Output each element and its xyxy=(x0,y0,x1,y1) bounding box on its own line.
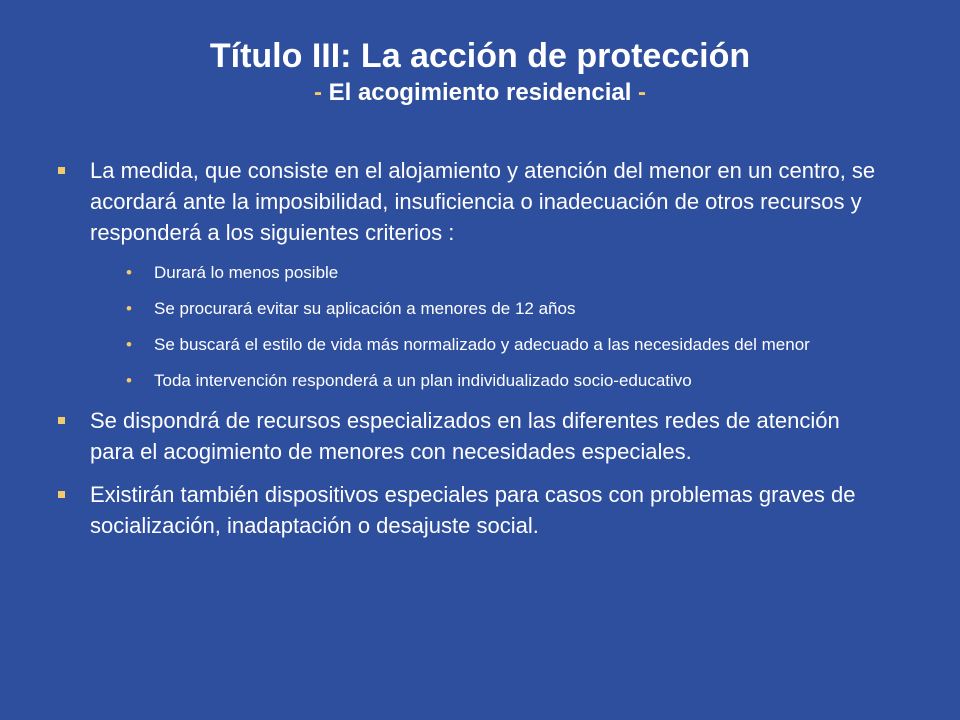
subtitle-dash-right: - xyxy=(638,79,647,106)
title-block xyxy=(0,34,960,108)
sub-bullet-item-3 xyxy=(126,332,888,357)
square-bullet-icon xyxy=(58,167,65,174)
dot-bullet-icon: • xyxy=(126,263,132,282)
bullet-item-2 xyxy=(58,405,888,467)
bullet-text-3: Existirán también dispositivos especiales para casos con problemas graves de socialización, inadaptación o desajuste social. xyxy=(90,482,856,538)
dot-bullet-icon: • xyxy=(126,371,132,390)
bullet-item-1 xyxy=(58,155,888,248)
sub-bullet-text-1: Durará lo menos posible xyxy=(154,263,339,282)
bullet-text-1: La medida, que consiste en el alojamiento y atención del menor en un centro, se acordará ante la imposibilidad, insuficiencia o inadecuación de otros recursos y responderá a los siguientes criterios : xyxy=(90,158,876,245)
sub-bullet-text-3: Se buscará el estilo de vida más normalizado y adecuado a las necesidades del menor xyxy=(154,335,810,354)
sub-bullet-text-4: Toda intervención responderá a un plan individualizado socio-educativo xyxy=(154,371,692,390)
square-bullet-icon xyxy=(58,491,65,498)
sub-bullet-item-1 xyxy=(126,260,888,285)
bullet-text-2: Se dispondrá de recursos especializados en las diferentes redes de atención para el acogimiento de menores con necesidades especiales. xyxy=(90,408,840,464)
dot-bullet-icon: • xyxy=(126,299,132,318)
sub-bullet-item-4 xyxy=(126,368,888,393)
sub-bullet-text-2: Se procurará evitar su aplicación a menores de 12 años xyxy=(154,299,576,318)
bullet-list xyxy=(58,155,888,553)
subtitle-dash-left: - xyxy=(313,79,322,106)
square-bullet-icon xyxy=(58,417,65,424)
subtitle-text: El acogimiento residencial xyxy=(328,79,632,106)
bullet-item-3 xyxy=(58,479,888,541)
slide-subtitle xyxy=(0,78,960,108)
sub-bullet-item-2 xyxy=(126,296,888,321)
slide-title: Título III: La acción de protección xyxy=(209,37,751,75)
sub-bullet-list xyxy=(58,260,888,393)
dot-bullet-icon: • xyxy=(126,335,132,354)
